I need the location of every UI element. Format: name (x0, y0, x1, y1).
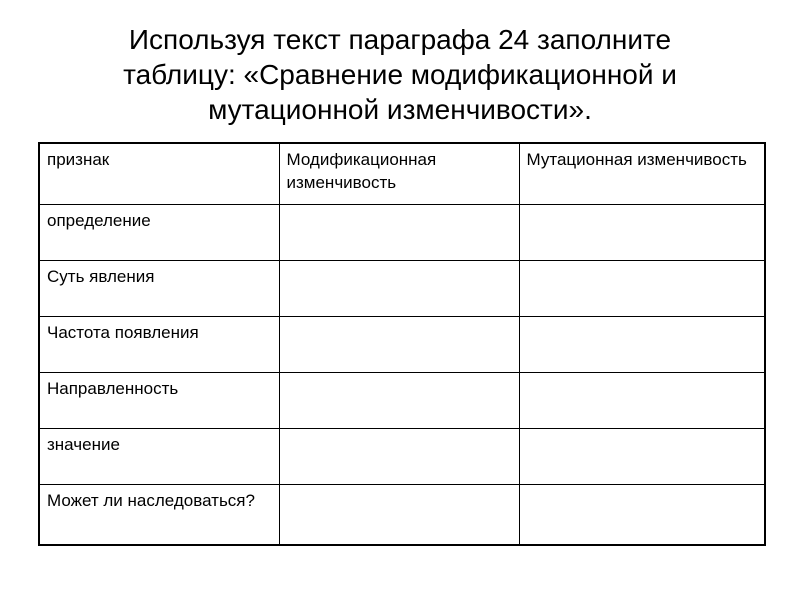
cell-modification[interactable] (279, 428, 519, 484)
cell-mutation[interactable] (519, 372, 765, 428)
cell-mutation[interactable] (519, 204, 765, 260)
slide-title (60, 22, 740, 127)
table-row (39, 260, 765, 316)
table-row (39, 428, 765, 484)
slide-title-line-2: таблицу: «Сравнение модификационной и (123, 59, 677, 90)
row-label: определение (39, 204, 279, 260)
cell-modification[interactable] (279, 372, 519, 428)
table-header-row (39, 143, 765, 204)
slide-title-line-1: Используя текст параграфа 24 заполните (128, 24, 672, 55)
cell-mutation[interactable] (519, 316, 765, 372)
header-mutation: Мутационная изменчивость (519, 143, 765, 204)
header-modification: Модификационная изменчивость (279, 143, 519, 204)
cell-mutation[interactable] (519, 484, 765, 545)
table-row (39, 204, 765, 260)
table-row (39, 316, 765, 372)
row-label: значение (39, 428, 279, 484)
cell-modification[interactable] (279, 204, 519, 260)
table-row (39, 484, 765, 545)
cell-modification[interactable] (279, 316, 519, 372)
header-feature: признак (39, 143, 279, 204)
row-label: Направленность (39, 372, 279, 428)
cell-mutation[interactable] (519, 428, 765, 484)
cell-modification[interactable] (279, 260, 519, 316)
row-label: Суть явления (39, 260, 279, 316)
cell-mutation[interactable] (519, 260, 765, 316)
row-label: Частота появления (39, 316, 279, 372)
cell-modification[interactable] (279, 484, 519, 545)
table-row (39, 372, 765, 428)
slide-title-line-3: мутационной изменчивости». (208, 94, 592, 125)
row-label: Может ли наследоваться? (39, 484, 279, 545)
comparison-table (38, 142, 766, 546)
